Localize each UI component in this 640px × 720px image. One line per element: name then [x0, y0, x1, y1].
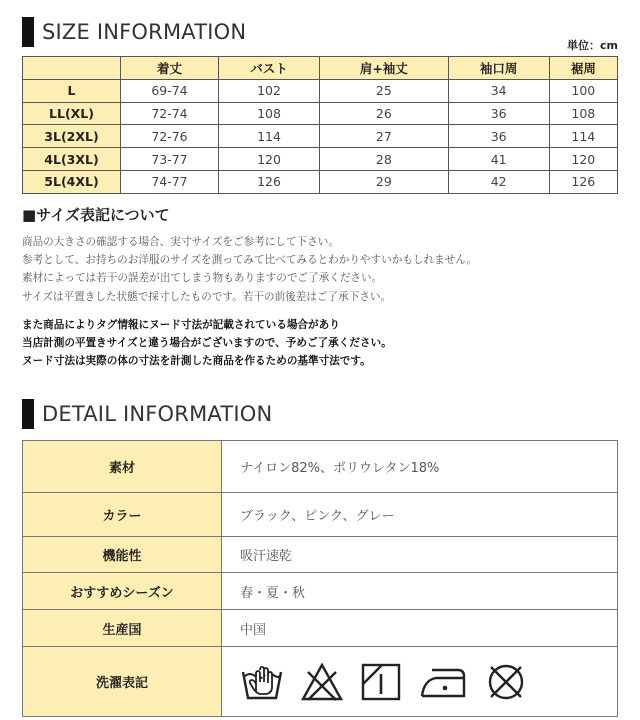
note-line: 当店計測の平置きサイズと違う場合がございますので、予めご了承ください。 [22, 337, 392, 350]
drip-dry-icon [360, 662, 402, 702]
table-row [23, 610, 618, 647]
care-symbols-cell [222, 647, 618, 717]
size-label: 4L(3XL) [23, 148, 121, 171]
detail-label-season: おすすめシーズン [23, 573, 222, 610]
detail-label-material: 素材 [23, 441, 222, 493]
table-cell: 73-77 [121, 148, 219, 171]
detail-value-color: ブラック、ピンク、グレー [222, 493, 618, 537]
table-row [23, 441, 618, 493]
size-table-header-row [23, 57, 618, 80]
note-line: また商品によりタグ情報にヌード寸法が記載されている場合があり [22, 319, 340, 331]
table-cell: 26 [320, 102, 449, 125]
table-cell: 28 [320, 148, 449, 171]
detail-section-header [22, 399, 272, 429]
section-marker-bar [22, 399, 34, 429]
size-label: 3L(2XL) [23, 125, 121, 148]
size-section-title: SIZE INFORMATION [42, 20, 247, 44]
table-cell: 25 [320, 79, 449, 102]
table-row [23, 493, 618, 537]
table-cell: 100 [549, 79, 617, 102]
hand-wash-icon [240, 662, 284, 702]
table-cell: 41 [448, 148, 549, 171]
text-line: サイズは平置きした状態で採寸したものです。若干の前後差はご了承下さい。 [22, 290, 392, 303]
text-line: 素材によっては若干の誤差が出てしまう物もありますのでご了承ください。 [22, 272, 383, 285]
detail-label-color: カラー [23, 493, 222, 537]
size-notation-text [22, 233, 477, 306]
size-notation-heading: ■サイズ表記について [22, 206, 170, 224]
low-iron-icon [418, 662, 468, 702]
table-cell: 72-76 [121, 125, 219, 148]
table-cell: 114 [218, 125, 319, 148]
detail-table [22, 440, 618, 717]
detail-label-care: 洗濯表記 [23, 647, 222, 717]
table-row [23, 79, 618, 102]
table-row [23, 647, 618, 717]
table-cell: 108 [549, 102, 617, 125]
detail-value-material: ナイロン82%、ポリウレタン18% [222, 441, 618, 493]
column-header-cuff: 袖口周 [448, 57, 549, 80]
size-label: L [23, 79, 121, 102]
column-header-bust: バスト [218, 57, 319, 80]
table-cell: 108 [218, 102, 319, 125]
detail-label-origin: 生産国 [23, 610, 222, 647]
table-row [23, 148, 618, 171]
table-cell: 36 [448, 102, 549, 125]
text-line: 商品の大きさの確認する場合、実寸サイズをご参考にして下さい。 [22, 236, 339, 248]
size-label: LL(XL) [23, 102, 121, 125]
size-table [22, 56, 618, 194]
table-cell: 69-74 [121, 79, 219, 102]
detail-value-season: 春・夏・秋 [222, 573, 618, 610]
size-label: 5L(4XL) [23, 170, 121, 193]
table-cell: 126 [549, 170, 617, 193]
table-cell: 34 [448, 79, 549, 102]
note-line: ヌード寸法は実際の体の寸法を計測した商品を作るための基準寸法です。 [22, 355, 371, 368]
column-header-shoulder-sleeve: 肩+袖丈 [320, 57, 449, 80]
text-line: 参考として、お持ちのお洋服のサイズを測ってみて比べてみるとわかりやすいかもしれません。 [22, 254, 478, 267]
detail-value-origin: 中国 [222, 610, 618, 647]
column-header-length: 着丈 [121, 57, 219, 80]
table-cell: 120 [549, 148, 617, 171]
table-cell: 74-77 [121, 170, 219, 193]
detail-section-title: DETAIL INFORMATION [42, 402, 273, 426]
size-table-corner [23, 57, 121, 80]
detail-value-function: 吸汗速乾 [222, 537, 618, 573]
table-cell: 36 [448, 125, 549, 148]
care-icons [240, 662, 617, 702]
table-cell: 27 [320, 125, 449, 148]
no-dry-clean-icon [484, 662, 528, 702]
nude-size-note [22, 316, 392, 371]
section-marker-bar [22, 17, 34, 47]
table-row [23, 125, 618, 148]
table-cell: 29 [320, 170, 449, 193]
table-cell: 42 [448, 170, 549, 193]
table-cell: 72-74 [121, 102, 219, 125]
table-row [23, 537, 618, 573]
no-bleach-icon [300, 662, 344, 702]
size-section-header [22, 17, 246, 47]
table-cell: 120 [218, 148, 319, 171]
table-row [23, 102, 618, 125]
table-row [23, 170, 618, 193]
table-cell: 114 [549, 125, 617, 148]
table-row [23, 573, 618, 610]
detail-label-function: 機能性 [23, 537, 222, 573]
table-cell: 102 [218, 79, 319, 102]
unit-label: 単位：cm [567, 39, 618, 52]
table-cell: 126 [218, 170, 319, 193]
column-header-hem: 裾周 [549, 57, 617, 80]
